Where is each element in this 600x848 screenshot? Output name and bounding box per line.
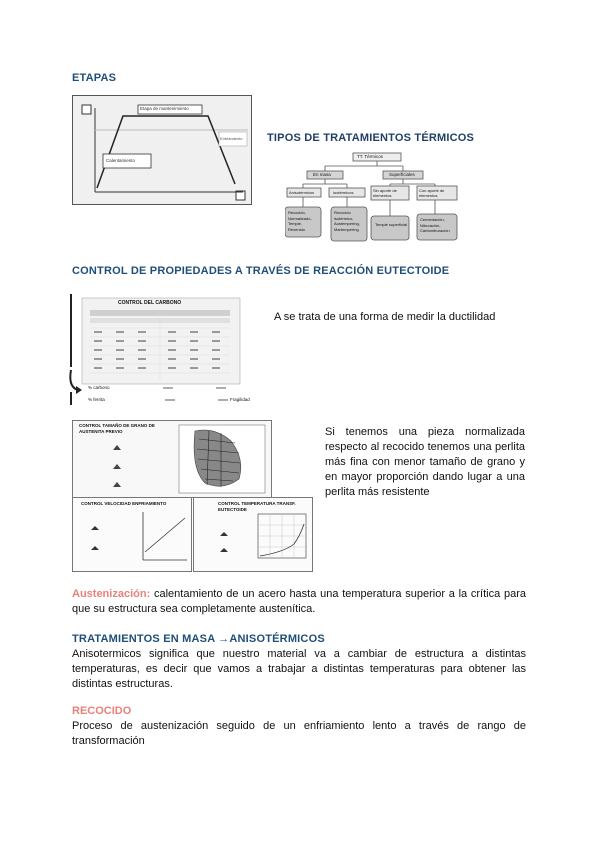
carbon-row-label: % carbono	[88, 385, 110, 390]
austenizacion-text: calentamiento de un acero hasta una temperatura superior a la crítica para que su estructura sea completamente austenítica.	[72, 588, 526, 615]
tree-l3-con-aporte: Cementación, Nitruración, Carbonitruración	[420, 217, 450, 233]
heat-treatment-stages-diagram	[73, 96, 251, 204]
tree-l1-superficiales: Superficiales	[389, 172, 415, 177]
carbon-table-title: CONTROL DEL CARBONO	[118, 300, 182, 306]
tree-l3-anisotermicos: Recocido, Normalizado, Temple, Revenido	[288, 210, 312, 232]
cooling-speed-graphic	[73, 498, 191, 571]
grain-size-figure	[72, 420, 272, 498]
cooling-speed-figure	[72, 497, 192, 572]
tree-l3-isotermicos: Recocido isotérmico, Austempering, Martempering	[334, 210, 360, 232]
tipos-heading: TIPOS DE TRATAMIENTOS TÉRMICOS	[267, 132, 475, 144]
cooling-speed-title: CONTROL VELOCIDAD ENFRIAMIENTO	[81, 501, 167, 506]
tree-l2-isotermicos: Isotérmicos	[333, 190, 354, 195]
stage-hold-label: Etapa de mantenimiento	[140, 106, 189, 111]
perlita-paragraph: Si tenemos una pieza normalizada respecto al recocido tenemos una perlita más fina con menor tamaño de grano y en mayor proporción dando lugar a una perlita más resistente	[325, 426, 525, 498]
tree-l1-masa: En masa	[313, 172, 331, 177]
ferrite-row-label: % ferrita	[88, 397, 105, 402]
stage-heating-label: Calentamiento	[106, 158, 136, 163]
masa-heading: TRATAMIENTOS EN MASA →ANISOTÉRMICOS	[72, 633, 325, 645]
austenizacion-colon: :	[146, 588, 151, 600]
tree-l2-con-aporte: Con aporte de elementos	[419, 188, 445, 198]
transform-temp-figure	[193, 497, 313, 572]
austenizacion-paragraph	[72, 587, 526, 617]
control-heading: CONTROL DE PROPIEDADES A TRAVÉS DE REACCIÓN EUTECTOIDE	[72, 265, 450, 277]
recocido-heading: RECOCIDO	[72, 705, 132, 717]
etapas-figure	[72, 95, 252, 205]
carbon-control-figure	[68, 292, 268, 407]
grain-size-title: CONTROL TAMAÑO DE GRANO DE AUSTENITA PREVIO	[79, 423, 155, 434]
fragility-label: Fragilidad	[230, 397, 250, 402]
masa-paragraph: Anisotermicos significa que nuestro material va a cambiar de estructura a distintas temperaturas, es decir que vamos a trabajar a distintas temperaturas para obtener las distintas estructuras.	[72, 648, 526, 690]
transform-temp-title: CONTROL TEMPERATURA TRANSF. EUTECTOIDE	[218, 501, 296, 512]
stage-cooling-label: Enfriamiento	[220, 136, 243, 141]
tree-l2-anisotermicos: Anisotérmicos	[289, 190, 315, 195]
etapas-heading: ETAPAS	[72, 72, 117, 84]
tree-root: TT. Térmicos	[357, 154, 383, 159]
ductility-note: A se trata de una forma de medir la ductilidad	[274, 311, 496, 323]
austenizacion-term: Austenización	[72, 588, 147, 600]
recocido-paragraph: Proceso de austenización seguido de un enfriamiento lento a través de rango de transformación	[72, 720, 526, 747]
tree-l3-sin-aporte: Temple superficial	[375, 222, 408, 227]
tree-l2-sin-aporte: Sin aporte de elementos	[373, 188, 397, 198]
tipos-tree	[285, 150, 470, 245]
